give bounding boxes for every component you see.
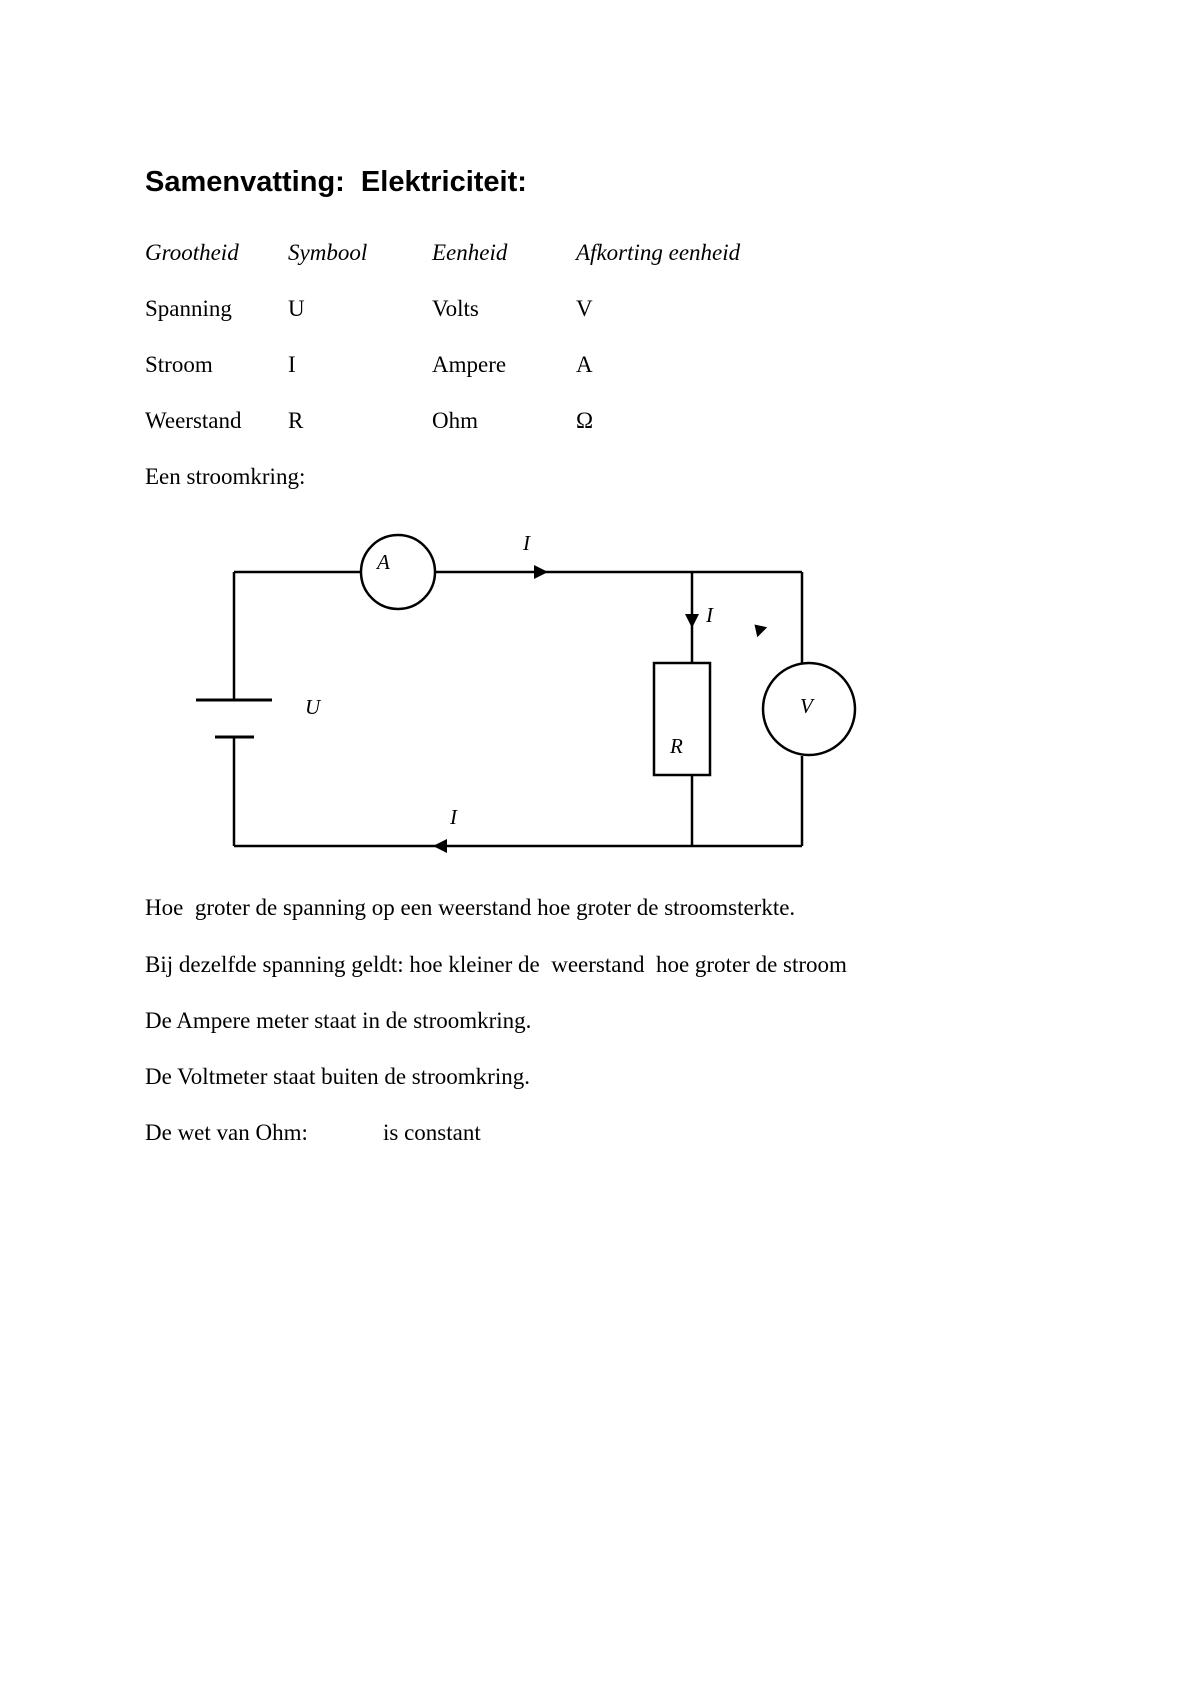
- ohm-law-rest: is constant: [383, 1120, 481, 1145]
- table-cell: U: [288, 296, 305, 321]
- table-cell: Ω: [576, 408, 594, 433]
- arrow-upleft-icon: [750, 620, 768, 638]
- statement-line: Bij dezelfde spanning geldt: hoe kleiner de weerstand hoe groter de stroom: [145, 952, 847, 977]
- ohm-law-label: De wet van Ohm:: [145, 1120, 308, 1145]
- table-cell: R: [288, 408, 304, 433]
- statement-line: De Voltmeter staat buiten de stroomkring.: [145, 1064, 530, 1089]
- current-label-branch: I: [706, 603, 713, 627]
- table-cell: V: [576, 296, 593, 321]
- table-header-cell: Symbool: [288, 240, 368, 265]
- table-cell: Stroom: [145, 352, 213, 377]
- page-title: Samenvatting: Elektriciteit:: [145, 166, 527, 198]
- ammeter-label: A: [377, 550, 390, 574]
- arrow-down-icon: [685, 614, 699, 628]
- table-cell: Weerstand: [145, 408, 242, 433]
- statement-line: De Ampere meter staat in de stroomkring.: [145, 1008, 532, 1033]
- table-header-cell: Afkorting eenheid: [576, 240, 741, 265]
- arrow-right-icon: [534, 565, 548, 579]
- battery-label: U: [305, 695, 321, 719]
- resistor-symbol: [654, 663, 710, 775]
- table-cell: Ampere: [432, 352, 507, 377]
- resistor-label: R: [670, 734, 683, 758]
- table-cell: Spanning: [145, 296, 232, 321]
- arrow-left-icon: [433, 839, 447, 853]
- ammeter-symbol: [361, 535, 435, 609]
- table-cell: Volts: [432, 296, 479, 321]
- table-header-cell: Grootheid: [145, 240, 239, 265]
- current-label-top: I: [523, 531, 530, 555]
- voltmeter-label: V: [800, 694, 813, 718]
- table-cell: I: [288, 352, 296, 377]
- statement-line: Hoe groter de spanning op een weerstand hoe groter de stroomsterkte.: [145, 895, 796, 920]
- current-label-bottom: I: [450, 805, 457, 829]
- circuit-intro: Een stroomkring:: [145, 464, 306, 489]
- table-cell: Ohm: [432, 408, 478, 433]
- table-cell: A: [576, 352, 593, 377]
- table-header-cell: Eenheid: [432, 240, 508, 265]
- ohm-law-line: [145, 1118, 845, 1148]
